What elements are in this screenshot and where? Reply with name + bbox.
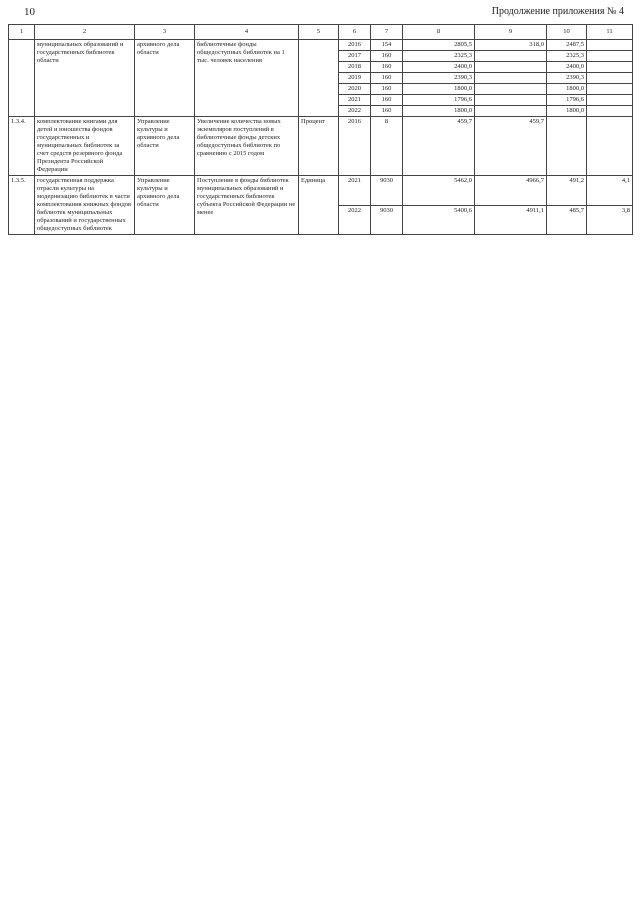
- indicator-value: 9030: [371, 176, 403, 206]
- item-number: [9, 40, 35, 117]
- header-cell: 8: [403, 25, 475, 40]
- indicator: Увеличение количества новых экземпляров поступлений в библиотечные фонды детских общедоступных библиотек по сравнению с 2015 годом: [195, 117, 299, 176]
- table-row: [9, 117, 633, 176]
- local-funding: [587, 62, 633, 73]
- year: 2022: [339, 205, 371, 235]
- page-number: 10: [24, 6, 35, 18]
- local-funding: 3,8: [587, 205, 633, 235]
- total-funding: 5400,6: [403, 205, 475, 235]
- header-cell: 5: [299, 25, 339, 40]
- year: 2021: [339, 95, 371, 106]
- federal-funding: [475, 51, 547, 62]
- regional-funding: 485,7: [547, 205, 587, 235]
- local-funding: [587, 73, 633, 84]
- regional-funding: 2325,3: [547, 51, 587, 62]
- total-funding: 2325,3: [403, 51, 475, 62]
- local-funding: [587, 95, 633, 106]
- indicator-value: 154: [371, 40, 403, 51]
- table-row: [9, 176, 633, 206]
- federal-funding: [475, 73, 547, 84]
- regional-funding: 1800,0: [547, 106, 587, 117]
- header-cell: 7: [371, 25, 403, 40]
- total-funding: 459,7: [403, 117, 475, 176]
- local-funding: [587, 51, 633, 62]
- federal-funding: [475, 106, 547, 117]
- executor: Управление культуры и архивного дела области: [135, 176, 195, 235]
- year: 2019: [339, 73, 371, 84]
- local-funding: [587, 40, 633, 51]
- executor: архивного дела области: [135, 40, 195, 117]
- regional-funding: [547, 117, 587, 176]
- header-cell: 4: [195, 25, 299, 40]
- header-cell: 3: [135, 25, 195, 40]
- header-row: [9, 25, 633, 40]
- total-funding: 2390,3: [403, 73, 475, 84]
- total-funding: 2400,0: [403, 62, 475, 73]
- indicator-value: 160: [371, 51, 403, 62]
- table-row: [9, 40, 633, 51]
- regional-funding: 2400,0: [547, 62, 587, 73]
- federal-funding: [475, 95, 547, 106]
- header-cell: 11: [587, 25, 633, 40]
- regional-funding: 491,2: [547, 176, 587, 206]
- header-cell: 1: [9, 25, 35, 40]
- federal-funding: 4911,1: [475, 205, 547, 235]
- event-name: комплектование книгами для детей и юношества фондов государственных и муниципальных библиотек за счет средств резервного фонда Президента Российской Федерации: [35, 117, 135, 176]
- header-cell: 10: [547, 25, 587, 40]
- federal-funding: 459,7: [475, 117, 547, 176]
- local-funding: [587, 117, 633, 176]
- header-cell: 6: [339, 25, 371, 40]
- unit: Процент: [299, 117, 339, 176]
- total-funding: 1800,0: [403, 106, 475, 117]
- indicator: Поступление в фонды библиотек муниципальных образований и государственных библиотек субъекта Российской Федерации не менее: [195, 176, 299, 235]
- event-name: муниципальных образований и государственных библиотек области: [35, 40, 135, 117]
- indicator-value: 160: [371, 106, 403, 117]
- executor: Управление культуры и архивного дела области: [135, 117, 195, 176]
- federal-funding: 4966,7: [475, 176, 547, 206]
- header-cell: 2: [35, 25, 135, 40]
- event-name: государственная поддержка отрасли культуры на модернизацию библиотек в части комплектования книжных фондов библиотек муниципальных образований и государственных общедоступных библиотек: [35, 176, 135, 235]
- program-table: [8, 24, 633, 235]
- total-funding: 1796,6: [403, 95, 475, 106]
- indicator: библиотечные фонды общедоступных библиотек на 1 тыс. человек населения: [195, 40, 299, 117]
- total-funding: 1800,0: [403, 84, 475, 95]
- header-cell: 9: [475, 25, 547, 40]
- regional-funding: 1800,0: [547, 84, 587, 95]
- year: 2018: [339, 62, 371, 73]
- indicator-value: 8: [371, 117, 403, 176]
- item-number: 1.3.4.: [9, 117, 35, 176]
- indicator-value: 160: [371, 73, 403, 84]
- regional-funding: 2487,5: [547, 40, 587, 51]
- indicator-value: 160: [371, 62, 403, 73]
- local-funding: [587, 106, 633, 117]
- federal-funding: [475, 62, 547, 73]
- indicator-value: 9030: [371, 205, 403, 235]
- federal-funding: [475, 84, 547, 95]
- indicator-value: 160: [371, 95, 403, 106]
- local-funding: 4,1: [587, 176, 633, 206]
- year: 2021: [339, 176, 371, 206]
- regional-funding: 2390,3: [547, 73, 587, 84]
- year: 2017: [339, 51, 371, 62]
- total-funding: 2805,5: [403, 40, 475, 51]
- continuation-caption: Продолжение приложения № 4: [491, 6, 624, 17]
- federal-funding: 318,0: [475, 40, 547, 51]
- local-funding: [587, 84, 633, 95]
- indicator-value: 160: [371, 84, 403, 95]
- year: 2016: [339, 40, 371, 51]
- total-funding: 5462,0: [403, 176, 475, 206]
- regional-funding: 1796,6: [547, 95, 587, 106]
- year: 2022: [339, 106, 371, 117]
- item-number: 1.3.5.: [9, 176, 35, 235]
- year: 2020: [339, 84, 371, 95]
- year: 2016: [339, 117, 371, 176]
- unit: Единица: [299, 176, 339, 235]
- unit: [299, 40, 339, 117]
